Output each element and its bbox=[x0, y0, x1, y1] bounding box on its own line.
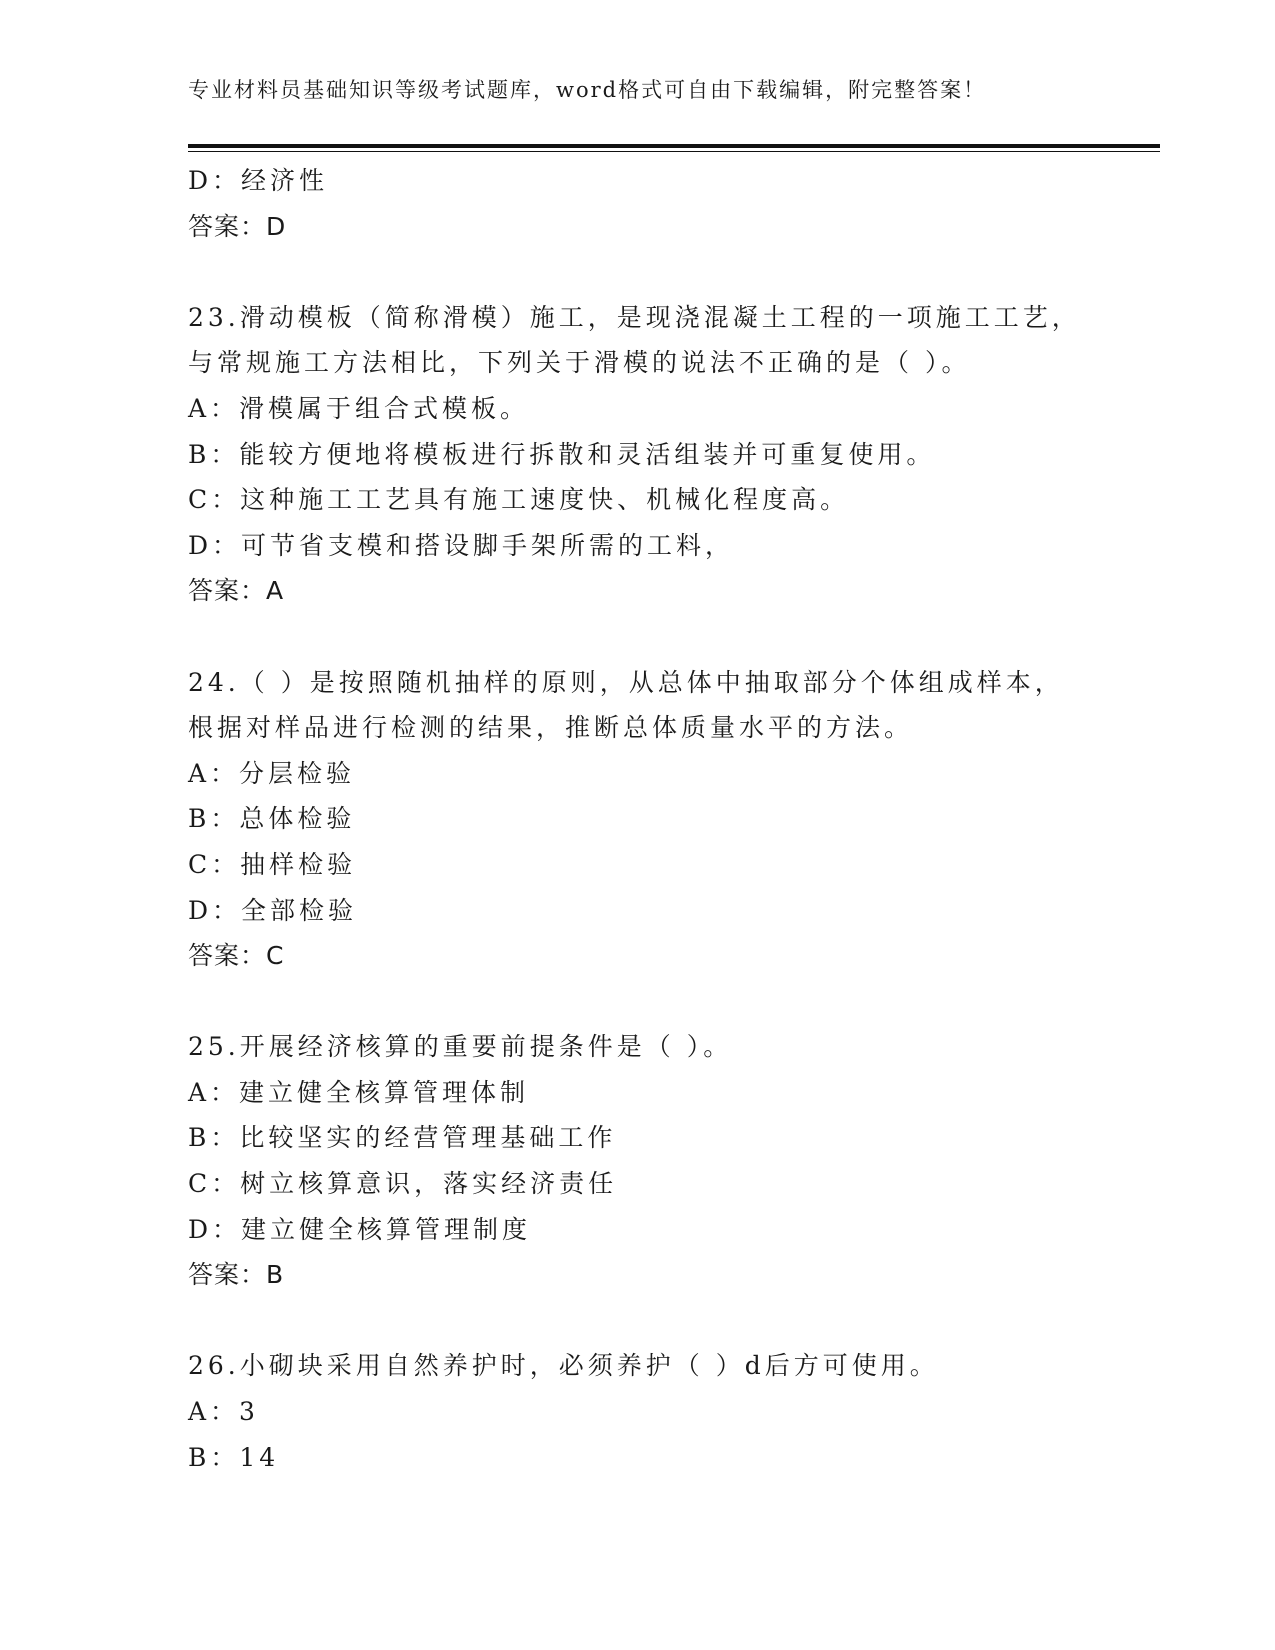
option-a: A：3 bbox=[188, 1397, 259, 1427]
question-25 bbox=[188, 1024, 1128, 1298]
question-stem: 23.滑动模板（简称滑模）施工，是现浇混凝土工程的一项施工工艺， bbox=[188, 302, 1081, 332]
page-header: 专业材料员基础知识等级考试题库，word格式可自由下载编辑，附完整答案！ bbox=[188, 78, 987, 102]
option-b: B：能较方便地将模板进行拆散和灵活组装并可重复使用。 bbox=[188, 439, 936, 469]
question-stem: 与常规施工方法相比，下列关于滑模的说法不正确的是（ ）。 bbox=[188, 348, 971, 378]
option-a: A：滑模属于组合式模板。 bbox=[188, 393, 530, 423]
option-d: D：可节省支模和搭设脚手架所需的工料， bbox=[188, 530, 735, 560]
question-23 bbox=[188, 295, 1128, 614]
document-content bbox=[188, 158, 1128, 1480]
question-stem: 根据对样品进行检测的结果，推断总体质量水平的方法。 bbox=[188, 713, 914, 743]
option-c: C：这种施工工艺具有施工速度快、机械化程度高。 bbox=[188, 485, 850, 515]
question-26 bbox=[188, 1343, 1128, 1480]
question-24 bbox=[188, 660, 1128, 979]
option-b: B：14 bbox=[188, 1442, 280, 1472]
answer-line: 答案：D bbox=[188, 211, 287, 241]
option-c: C：树立核算意识，落实经济责任 bbox=[188, 1169, 618, 1199]
header-rule-thin bbox=[188, 151, 1160, 152]
answer-line: 答案：C bbox=[188, 941, 285, 971]
answer-line: 答案：B bbox=[188, 1260, 285, 1290]
question-stem: 26.小砌块采用自然养护时，必须养护（ ）d后方可使用。 bbox=[188, 1351, 939, 1381]
option-d: D：全部检验 bbox=[188, 895, 358, 925]
option-d: D：建立健全核算管理制度 bbox=[188, 1214, 532, 1244]
question-stem: 24.（ ）是按照随机抽样的原则，从总体中抽取部分个体组成样本， bbox=[188, 667, 1064, 697]
option-c: C：抽样检验 bbox=[188, 849, 357, 879]
question-stem: 25.开展经济核算的重要前提条件是（ ）。 bbox=[188, 1032, 733, 1062]
option-b: B：比较坚实的经营管理基础工作 bbox=[188, 1123, 617, 1153]
header-rule-thick bbox=[188, 144, 1160, 148]
option-a: A：建立健全核算管理体制 bbox=[188, 1077, 530, 1107]
option-d: D：经济性 bbox=[188, 166, 329, 195]
answer-line: 答案：A bbox=[188, 576, 285, 606]
option-a: A：分层检验 bbox=[188, 758, 356, 788]
option-b: B：总体检验 bbox=[188, 804, 356, 834]
